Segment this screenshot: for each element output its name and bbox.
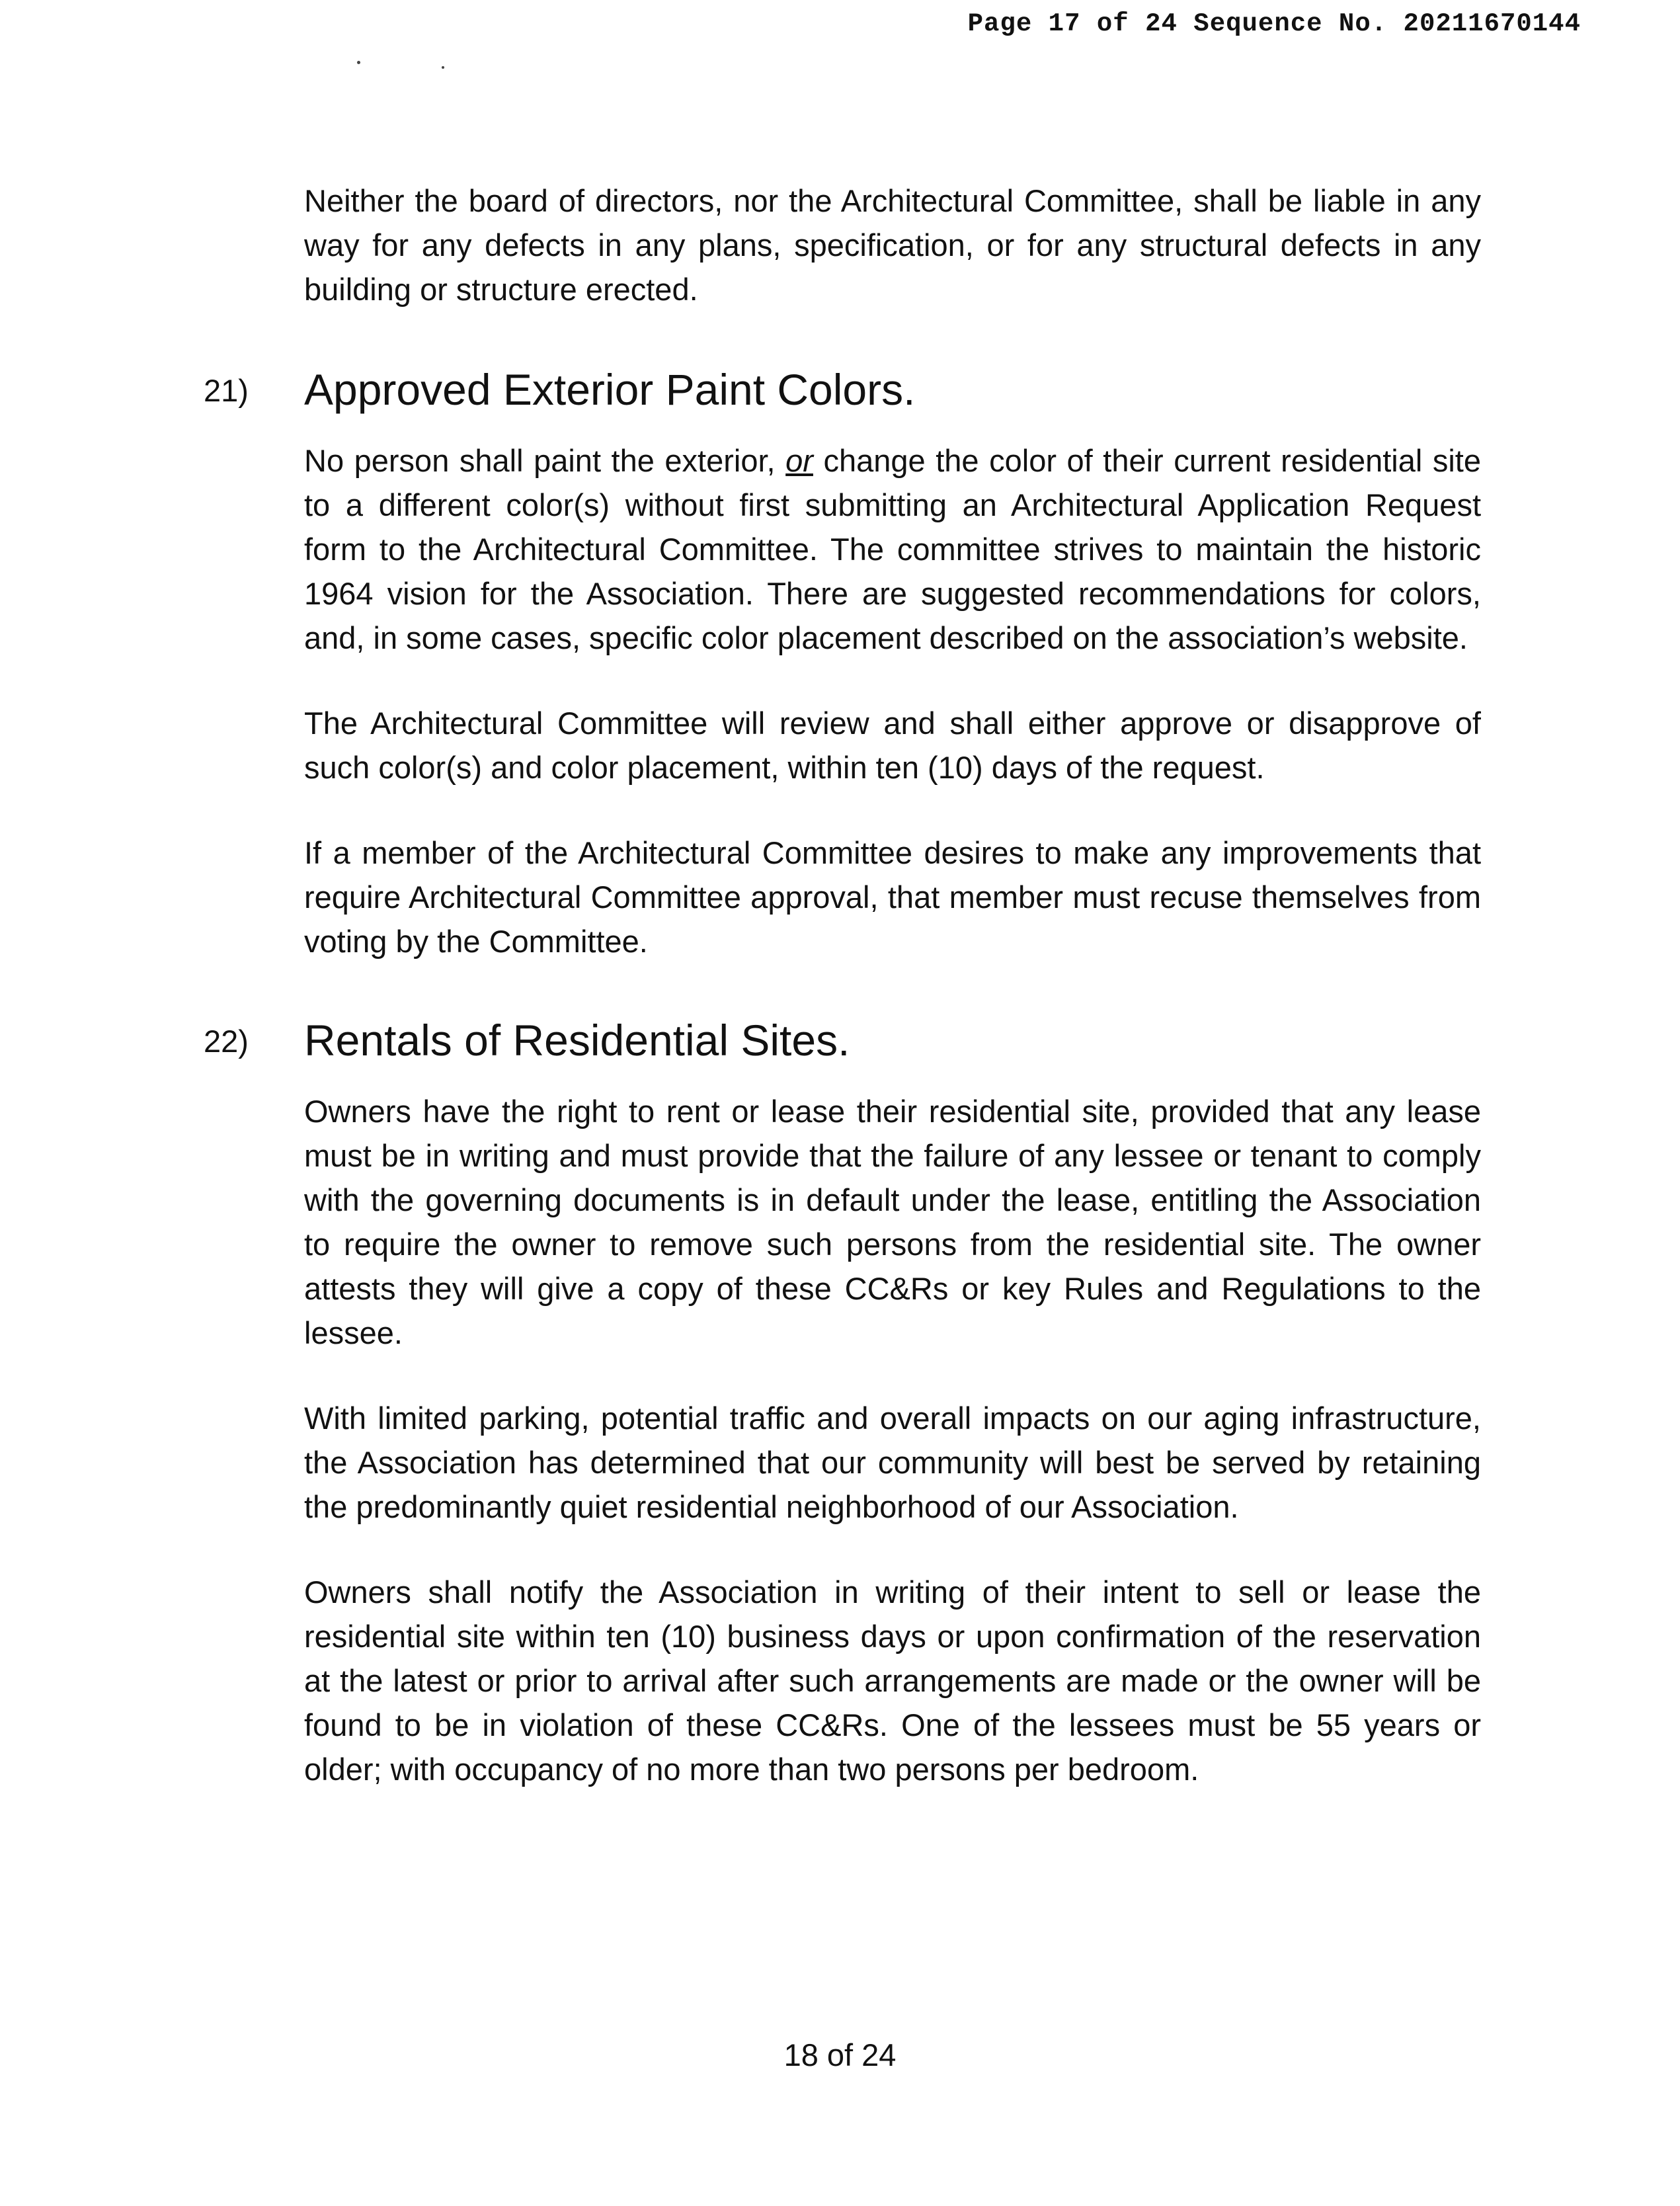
- paragraph-text: change the color of their current residential site to a different color(s) without first submitting an Architectural Application Request form to the Architectural Committee. The committee strives to maintain the historic 1964 vision for the Association. There are suggested recommendations for colors, and, in some cases, specific color placement described on the association’s website.: [304, 443, 1481, 655]
- section-paragraph: Owners have the right to rent or lease their residential site, provided that any lease must be in writing and must provide that the failure of any lessee or tenant to comply with the governing documents is in default under the lease, entitling the Association to require the owner to remove such persons from the residential site. The owner attests they will give a copy of these CC&Rs or key Rules and Regulations to the lessee.: [304, 1094, 1481, 1350]
- section-paragraph: If a member of the Architectural Committee desires to make any improvements that require Architectural Committee approval, that member must recuse themselves from voting by the Committee.: [304, 835, 1481, 959]
- section-paragraph: Owners shall notify the Association in writing of their intent to sell or lease the residential site within ten (10) business days or upon confirmation of the reservation at the latest or prior to arrival after such arrangements are made or the owner will be found to be in violation of these CC&Rs. One of the lessees must be 55 years or older; with occupancy of no more than two persons per bedroom.: [304, 1574, 1481, 1787]
- page-number: 18 of 24: [783, 2037, 897, 2072]
- section-number: 21): [204, 373, 249, 408]
- document-body: [204, 179, 1481, 1832]
- section-21: [204, 363, 1481, 963]
- section-22: [204, 1014, 1481, 1791]
- emphasized-word: or: [785, 443, 813, 478]
- section-paragraph: With limited parking, potential traffic and overall impacts on our aging infrastructure, the Association has determined that our community will best be served by retaining the predominantly quiet residential neighborhood of our Association.: [304, 1401, 1481, 1524]
- section-number: 22): [204, 1024, 249, 1059]
- section-title: Rentals of Residential Sites.: [304, 1016, 850, 1065]
- paragraph-text: No person shall paint the exterior,: [304, 443, 786, 478]
- scan-speck: [442, 66, 444, 69]
- section-title: Approved Exterior Paint Colors.: [304, 365, 916, 414]
- section-paragraph: [304, 438, 1481, 660]
- section-heading: [204, 363, 1481, 416]
- scan-speck: [357, 61, 360, 64]
- section-heading: [204, 1014, 1481, 1067]
- recording-stamp: Page 17 of 24 Sequence No. 20211670144: [967, 9, 1581, 38]
- intro-paragraph: Neither the board of directors, nor the Architectural Committee, shall be liable in any way for any defects in any plans, specification, or for any structural defects in any building or structure erected.: [304, 183, 1481, 307]
- section-paragraph: The Architectural Committee will review and shall either approve or disapprove of such color(s) and color placement, within ten (10) days of the request.: [304, 706, 1481, 785]
